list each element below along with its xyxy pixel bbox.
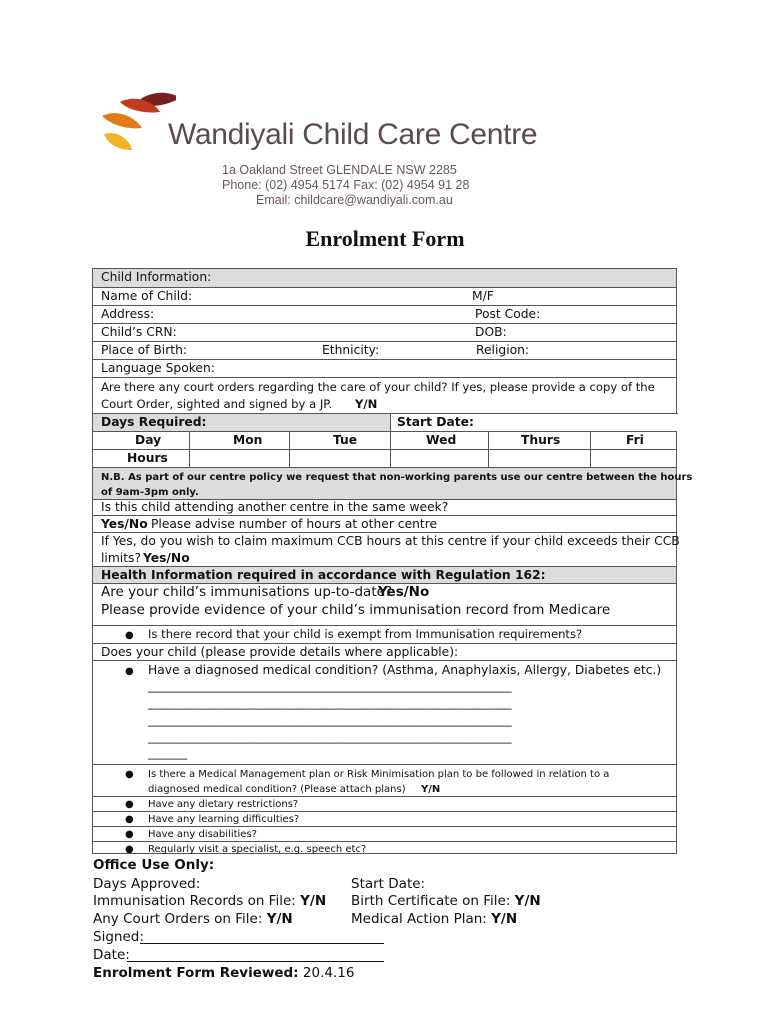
- med-plan-yn[interactable]: Y/N: [491, 911, 518, 927]
- bullet-icon: ●: [125, 814, 134, 825]
- child-name-row[interactable]: [93, 287, 676, 305]
- nb-policy-row: [93, 467, 693, 499]
- child-name-label: Name of Child:: [101, 289, 193, 303]
- specialist-label: Regularly visit a specialist, e.g. speech etc?: [148, 844, 367, 855]
- child-info-header: [93, 269, 676, 287]
- dietary-row: [93, 796, 676, 811]
- details-line[interactable]: _________________________________________________________________: [148, 680, 512, 693]
- reviewed-field: [93, 965, 354, 981]
- hours-label: Hours: [127, 451, 168, 465]
- date-line[interactable]: [127, 961, 384, 962]
- ethnicity-label: Ethnicity:: [322, 343, 380, 357]
- crn-label: Child’s CRN:: [101, 325, 177, 339]
- col-divider: [289, 431, 290, 467]
- ccb-line2: limits?: [101, 551, 141, 565]
- ccb-row: [93, 532, 680, 566]
- exempt-question: Is there record that your child is exempt from Immunisation requirements?: [148, 627, 583, 641]
- does-child-label: Does your child (please provide details where applicable):: [101, 645, 459, 659]
- plan-line1: Is there a Medical Management plan or Risk Minimisation plan to be followed in relation to a: [148, 769, 610, 780]
- birth-cert-yn[interactable]: Y/N: [514, 893, 541, 909]
- col-divider: [590, 431, 591, 467]
- birth-row[interactable]: [93, 341, 676, 359]
- birth-cert-field: [351, 893, 541, 909]
- bullet-icon: ●: [125, 799, 134, 810]
- med-plan-label: Medical Action Plan:: [351, 911, 487, 927]
- immunisation-row: [93, 583, 676, 621]
- date-label: Date:: [93, 947, 130, 963]
- learning-row: [93, 811, 676, 826]
- leaf-logo-icon: [96, 90, 176, 170]
- nb-line2: of 9am-3pm only.: [101, 487, 199, 498]
- org-address: 1a Oakland Street GLENDALE NSW 2285: [222, 163, 457, 177]
- place-of-birth-label: Place of Birth:: [101, 343, 188, 357]
- enrolment-form-table: [92, 268, 693, 855]
- another-centre-question: Is this child attending another centre in the same week?: [101, 500, 449, 514]
- disabilities-row: [93, 826, 676, 841]
- health-header: [93, 566, 676, 583]
- crn-row[interactable]: [93, 323, 676, 341]
- details-line[interactable]: _________________________________________________________________: [148, 731, 512, 744]
- diagnosed-question: Have a diagnosed medical condition? (Asthma, Anaphylaxis, Allergy, Diabetes etc.): [148, 663, 662, 677]
- immunisation-evidence: Please provide evidence of your child’s immunisation record from Medicare: [101, 602, 611, 618]
- language-label: Language Spoken:: [101, 361, 215, 375]
- start-date-cell[interactable]: [390, 413, 678, 431]
- health-header-label: Health Information required in accordance with Regulation 162:: [101, 568, 546, 582]
- details-line-short[interactable]: _______: [148, 747, 188, 760]
- sex-label: M/F: [472, 289, 494, 303]
- thurs-label: Thurs: [521, 433, 561, 447]
- form-title: Enrolment Form: [305, 226, 465, 251]
- court-question-line2: Court Order, sighted and signed by a JP.: [101, 397, 333, 411]
- col-divider: [390, 431, 391, 467]
- birth-cert-label: Birth Certificate on File:: [351, 893, 511, 909]
- postcode-label: Post Code:: [475, 307, 541, 321]
- disabilities-label: Have any disabilities?: [148, 829, 257, 840]
- court-yn[interactable]: Y/N: [355, 397, 378, 411]
- org-email: Email: childcare@wandiyali.com.au: [256, 193, 453, 207]
- med-plan-field: [351, 911, 517, 927]
- dob-label: DOB:: [475, 325, 507, 339]
- bullet-icon: ●: [125, 630, 134, 641]
- office-start-date-label: Start Date:: [351, 876, 426, 892]
- details-line[interactable]: _________________________________________________________________: [148, 697, 512, 710]
- nb-line1: N.B. As part of our centre policy we request that non-working parents use our centre between the hours: [101, 472, 693, 483]
- plan-line2: diagnosed medical condition? (Please attach plans): [148, 784, 406, 795]
- days-row: [93, 431, 676, 449]
- reviewed-label: Enrolment Form Reviewed:: [93, 965, 299, 981]
- religion-label: Religion:: [476, 343, 530, 357]
- other-centre-hours-row[interactable]: [93, 515, 676, 532]
- court-orders-yn[interactable]: Y/N: [266, 911, 293, 927]
- court-question-line1: Are there any court orders regarding the care of your child? If yes, please provide a copy of the: [101, 380, 655, 394]
- hours-row[interactable]: [93, 449, 676, 467]
- signed-label: Signed:: [93, 929, 144, 945]
- day-label: Day: [135, 433, 162, 447]
- learning-label: Have any learning difficulties?: [148, 814, 300, 825]
- reviewed-value: 20.4.16: [302, 965, 355, 981]
- office-use-title: Office Use Only:: [93, 857, 215, 873]
- court-orders-field: [93, 911, 293, 927]
- fri-label: Fri: [626, 433, 644, 447]
- col-divider: [488, 431, 489, 467]
- org-name: Wandiyali Child Care Centre: [168, 118, 538, 151]
- tue-label: Tue: [333, 433, 358, 447]
- days-required-label: Days Required:: [101, 415, 207, 429]
- another-centre-yesno[interactable]: Yes/No: [101, 517, 148, 531]
- address-label: Address:: [101, 307, 155, 321]
- advise-hours-label: Please advise number of hours at other centre: [151, 517, 438, 531]
- management-plan-row: [93, 764, 676, 796]
- ccb-line1: If Yes, do you wish to claim maximum CCB hours at this centre if your child exceeds their CCB: [101, 534, 680, 548]
- immunisation-question: Are your child’s immunisations up-to-date?: [101, 584, 393, 600]
- bullet-icon: ●: [125, 844, 134, 855]
- exempt-row: [93, 625, 676, 643]
- court-order-row[interactable]: [93, 377, 676, 413]
- immun-records-field: [93, 893, 326, 909]
- specialist-row: [93, 841, 676, 855]
- bullet-icon: ●: [125, 829, 134, 840]
- org-phone-fax: Phone: (02) 4954 5174 Fax: (02) 4954 91 28: [222, 178, 470, 192]
- language-row[interactable]: [93, 359, 676, 377]
- court-orders-label: Any Court Orders on File:: [93, 911, 263, 927]
- wed-label: Wed: [426, 433, 457, 447]
- diagnosed-condition-row[interactable]: [93, 660, 676, 764]
- details-line[interactable]: _________________________________________________________________: [148, 714, 512, 727]
- address-row[interactable]: [93, 305, 676, 323]
- plan-yn[interactable]: Y/N: [421, 784, 441, 795]
- start-date-label: Start Date:: [397, 415, 474, 429]
- immun-records-yn[interactable]: Y/N: [300, 893, 327, 909]
- bullet-icon: ●: [125, 666, 134, 677]
- does-child-row: [93, 643, 676, 660]
- mon-label: Mon: [233, 433, 263, 447]
- bullet-icon: ●: [125, 769, 134, 780]
- child-info-label: Child Information:: [101, 270, 212, 284]
- ccb-yesno[interactable]: Yes/No: [143, 551, 190, 565]
- signature-line[interactable]: [140, 943, 384, 944]
- another-centre-row: [93, 499, 676, 515]
- dietary-label: Have any dietary restrictions?: [148, 799, 299, 810]
- days-approved-label: Days Approved:: [93, 876, 201, 892]
- immun-records-label: Immunisation Records on File:: [93, 893, 296, 909]
- col-divider: [189, 431, 190, 467]
- immunisation-yesno[interactable]: Yes/No: [378, 584, 430, 600]
